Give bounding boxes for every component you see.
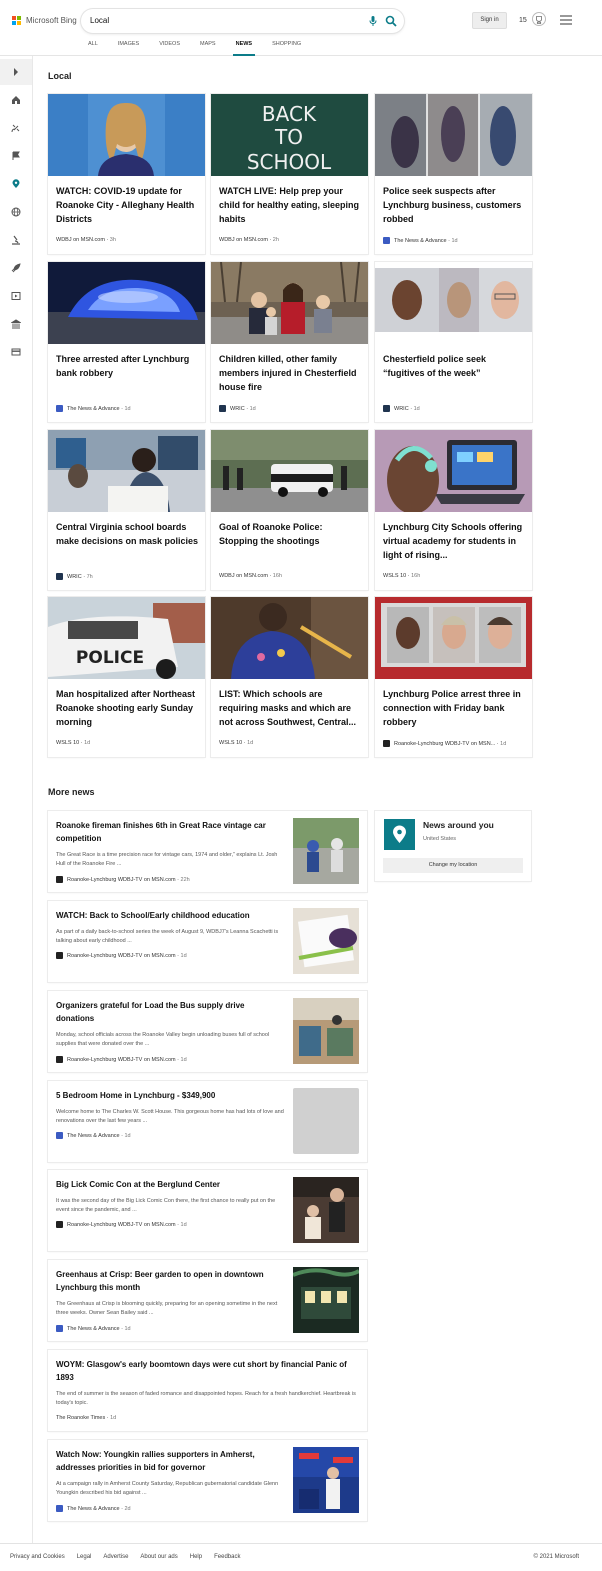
news-age: 1d — [247, 740, 254, 746]
more-news-title[interactable]: Greenhaus at Crisp: Beer garden to open in downtown Lynchburg this month — [56, 1270, 264, 1292]
news-card-meta: WSLS 10 · 16h — [383, 573, 421, 579]
location-pin-icon[interactable] — [11, 179, 21, 189]
header — [0, 0, 602, 56]
search-input[interactable]: Local — [90, 16, 110, 25]
news-provider: WSLS 10 — [219, 740, 243, 746]
news-provider: WDBJ on MSN.com — [219, 237, 268, 243]
footer-link-about-ads[interactable]: About our ads — [140, 1554, 178, 1560]
more-news-thumbnail — [293, 1177, 359, 1243]
more-news-snippet: The end of summer is the season of faded romance and disappointed hopes. Reach for a fresh handkerchief. Heartbreak is today's topic. — [56, 1391, 356, 1406]
globe-icon[interactable] — [11, 207, 21, 217]
news-card[interactable] — [211, 597, 368, 757]
news-provider: The News & Advance — [67, 405, 120, 412]
news-age: 7h — [86, 573, 93, 580]
more-news-title[interactable]: WOYM: Glasgow's early boomtown days were cut short by financial Panic of 1893 — [56, 1360, 347, 1382]
news-image — [211, 262, 368, 344]
tab-maps[interactable]: MAPS — [200, 41, 216, 47]
more-news-thumbnail — [293, 1267, 359, 1333]
tab-shopping[interactable]: SHOPPING — [272, 41, 302, 47]
more-news-section-title: More news — [48, 787, 95, 797]
news-provider: Roanoke-Lynchburg WDBJ-TV on MSN.com — [67, 1221, 176, 1228]
brand-name: Microsoft Bing — [26, 16, 77, 25]
news-provider: Roanoke-Lynchburg WDBJ-TV on MSN.com — [67, 1056, 176, 1063]
news-card-title[interactable]: WATCH: COVID-19 update for Roanoke City - Alleghany Health Districts — [56, 186, 195, 224]
rewards-points[interactable]: 15 — [519, 17, 527, 24]
news-age: 1d — [180, 952, 187, 959]
news-age: 1d — [124, 1132, 131, 1139]
provider-logo-icon — [56, 1221, 63, 1228]
news-card-meta: WDBJ on MSN.com · 16h — [219, 573, 282, 579]
provider-logo-icon — [56, 1325, 63, 1332]
provider-logo-icon — [56, 405, 63, 412]
news-provider: The News & Advance — [67, 1325, 120, 1332]
more-news-thumbnail — [293, 998, 359, 1064]
provider-logo-icon — [56, 1505, 63, 1512]
microphone-icon[interactable] — [367, 15, 379, 27]
footer — [0, 1543, 602, 1571]
news-card-title[interactable]: WATCH LIVE: Help prep your child for healthy eating, sleeping habits — [219, 186, 360, 224]
news-card[interactable] — [375, 262, 532, 422]
more-news-thumbnail-placeholder — [293, 1088, 359, 1154]
news-provider: The Roanoke Times — [56, 1415, 106, 1421]
news-card-meta: The News & Advance · 1d — [56, 405, 131, 412]
news-image — [48, 430, 205, 512]
news-age: 16h — [411, 573, 421, 579]
tab-news[interactable]: NEWS — [236, 41, 253, 56]
news-image — [211, 430, 368, 512]
news-card-title[interactable]: Chesterfield police seek “fugitives of the week” — [383, 354, 487, 378]
location-pin-badge — [384, 819, 415, 850]
provider-logo-icon — [56, 952, 63, 959]
news-around-you-card — [375, 811, 531, 881]
news-image — [48, 94, 205, 176]
news-provider: Roanoke-Lynchburg WDBJ-TV on MSN... — [394, 740, 496, 747]
news-card[interactable] — [211, 94, 368, 254]
hamburger-menu-icon[interactable] — [560, 15, 572, 25]
news-age: 1d — [124, 405, 131, 412]
flag-icon[interactable] — [11, 151, 21, 161]
more-news-thumbnail — [293, 1447, 359, 1513]
news-around-you-title: News around you — [423, 820, 494, 830]
news-card-title[interactable]: Central Virginia school boards make decisions on mask policies — [56, 522, 199, 546]
news-card[interactable] — [48, 430, 205, 590]
more-news-meta: Roanoke-Lynchburg WDBJ-TV on MSN.com · 22h — [56, 876, 190, 883]
search-icon[interactable] — [385, 15, 397, 27]
news-provider: The News & Advance — [67, 1505, 120, 1512]
more-news-snippet: The Greenhaus at Crisp is blooming quickly, preparing for an opening sometime in the next three weeks. Owner Sean Bailey said ... — [56, 1301, 278, 1316]
news-card[interactable] — [211, 430, 368, 590]
news-age: 1d — [124, 1325, 131, 1332]
bank-icon[interactable] — [11, 319, 21, 329]
local-section-title: Local — [48, 71, 72, 81]
provider-logo-icon — [56, 1132, 63, 1139]
news-card-meta: WSLS 10 · 1d — [219, 740, 254, 746]
more-news-item[interactable] — [48, 1081, 367, 1162]
news-age: 1d — [180, 1221, 187, 1228]
news-around-you-location: United States — [423, 836, 457, 842]
news-provider: The News & Advance — [67, 1132, 120, 1139]
news-age: 1d — [84, 740, 91, 746]
news-card-meta: WRIC · 7h — [56, 573, 93, 580]
chalk-text-to: TO — [275, 125, 303, 149]
more-news-snippet: It was the second day of the Big Lick Comic Con there, the first chance to really put on the event since the pandemic, and ... — [56, 1198, 276, 1213]
search-tabs — [88, 41, 321, 56]
police-car-text: POLICE — [75, 648, 145, 668]
news-provider: Roanoke-Lynchburg WDBJ-TV on MSN.com — [67, 876, 176, 883]
news-card-meta: WDBJ on MSN.com · 3h — [56, 237, 116, 243]
provider-logo-icon — [219, 405, 226, 412]
search-box[interactable] — [81, 9, 404, 33]
chalk-text-school: SCHOOL — [246, 150, 332, 174]
news-card-meta: WRIC · 1d — [383, 405, 420, 412]
footer-link-advertise[interactable]: Advertise — [103, 1554, 129, 1560]
more-news-title[interactable]: WATCH: Back to School/Early childhood education — [56, 911, 250, 920]
provider-logo-icon — [56, 876, 63, 883]
news-provider: WDBJ on MSN.com — [56, 237, 105, 243]
more-news-item[interactable] — [48, 901, 367, 982]
news-image — [375, 94, 532, 176]
chalk-text-back: BACK — [261, 102, 317, 126]
location-pin-icon — [384, 819, 415, 850]
news-age: 3h — [109, 237, 116, 243]
news-age: 1d — [413, 405, 420, 412]
provider-logo-icon — [383, 405, 390, 412]
more-news-meta: The News & Advance · 2d — [56, 1505, 131, 1512]
more-news-title[interactable]: Organizers grateful for Load the Bus supply drive donations — [56, 1001, 245, 1023]
news-card-title[interactable]: LIST: Which schools are requiring masks and which are not across Southwest, Central... — [219, 689, 357, 727]
news-image — [211, 94, 368, 176]
news-age: 1d — [180, 1056, 187, 1063]
news-provider: WSLS 10 — [56, 740, 80, 746]
more-news-meta: Roanoke-Lynchburg WDBJ-TV on MSN.com · 1d — [56, 1221, 187, 1228]
more-news-title[interactable]: 5 Bedroom Home in Lynchburg - $349,900 — [56, 1091, 216, 1100]
satellite-icon[interactable] — [11, 123, 21, 133]
news-age: 22h — [180, 876, 190, 883]
news-provider: WRIC — [230, 405, 245, 412]
more-news-meta: Roanoke-Lynchburg WDBJ-TV on MSN.com · 1d — [56, 1056, 187, 1063]
more-news-item[interactable] — [48, 811, 367, 892]
news-image — [48, 262, 205, 344]
sign-in-button[interactable]: Sign in — [472, 12, 507, 29]
news-card[interactable] — [375, 430, 532, 590]
news-card-title[interactable]: Police seek suspects after Lynchburg business, customers robbed — [383, 186, 522, 224]
news-age: 1d — [500, 740, 507, 747]
more-news-snippet: As part of a daily back-to-school series the week of August 9, WDBJ7’s Leanna Scachetti is talking about early childhood ... — [56, 929, 279, 944]
home-icon[interactable] — [11, 95, 21, 105]
more-news-snippet: Monday, school officials across the Roanoke Valley begin unloading buses full of school supplies that were donated over the ... — [56, 1032, 270, 1047]
news-image — [211, 597, 368, 679]
footer-link-feedback[interactable]: Feedback — [214, 1554, 241, 1560]
video-icon[interactable] — [11, 291, 21, 301]
provider-logo-icon — [56, 1056, 63, 1063]
news-age: 1d — [249, 405, 256, 412]
news-card[interactable] — [48, 262, 205, 422]
news-age: 16h — [272, 573, 282, 579]
more-news-title[interactable]: Roanoke fireman finishes 6th in Great Race vintage car competition — [56, 821, 266, 843]
news-card[interactable] — [375, 597, 532, 757]
more-news-snippet: Welcome home to The Charles W. Scott House. This gorgeous home has had lots of love and renovations over the last few years ... — [56, 1109, 284, 1124]
sidebar — [0, 56, 33, 1543]
news-card-title[interactable]: Man hospitalized after Northeast Roanoke shooting early Sunday morning — [56, 689, 196, 727]
card-icon[interactable] — [11, 347, 21, 357]
news-card[interactable] — [48, 597, 205, 757]
provider-logo-icon — [56, 573, 63, 580]
news-card-meta: WSLS 10 · 1d — [56, 740, 91, 746]
footer-link-privacy[interactable]: Privacy and Cookies — [10, 1554, 65, 1560]
news-provider: WRIC — [394, 405, 409, 412]
microsoft-logo-icon — [12, 16, 21, 25]
footer-link-help[interactable]: Help — [189, 1554, 203, 1560]
copyright: © 2021 Microsoft — [533, 1554, 579, 1560]
news-image — [375, 262, 532, 344]
news-card-title[interactable]: Children killed, other family members injured in Chesterfield house fire — [219, 354, 357, 392]
news-provider: WSLS 10 — [383, 573, 407, 579]
more-news-thumbnail — [293, 818, 359, 884]
news-card[interactable] — [48, 94, 205, 254]
microscope-icon[interactable] — [11, 235, 21, 245]
rewards-trophy-icon[interactable] — [532, 12, 546, 26]
more-news-title[interactable]: Watch Now: Youngkin rallies supporters in Amherst, addresses priorities in bid for governor — [56, 1450, 255, 1472]
news-card-meta: Roanoke-Lynchburg WDBJ-TV on MSN... · 1d — [383, 740, 506, 747]
news-image — [375, 597, 532, 679]
news-provider: WRIC — [67, 573, 82, 580]
more-news-item[interactable] — [48, 1260, 367, 1341]
more-news-item[interactable] — [48, 991, 367, 1072]
news-card-meta: WRIC · 1d — [219, 405, 256, 412]
more-news-snippet: The Great Race is a time precision race for vintage cars, 1974 and older,” explains Lt. Josh Hull of the Roanoke Fire ... — [56, 852, 278, 867]
bing-logo[interactable] — [12, 16, 77, 25]
news-provider: WDBJ on MSN.com — [219, 573, 268, 579]
tab-videos[interactable]: VIDEOS — [159, 41, 180, 47]
news-age: 1d — [110, 1415, 117, 1421]
provider-logo-icon — [383, 237, 390, 244]
expand-icon[interactable] — [11, 67, 21, 77]
news-card-title[interactable]: Goal of Roanoke Police: Stopping the shootings — [219, 522, 323, 546]
news-image — [375, 430, 532, 512]
more-news-snippet: At a campaign rally in Amherst County Saturday, Republican gubernatorial candidate Glenn Youngkin described his bid against ... — [56, 1481, 279, 1496]
news-card-meta: WDBJ on MSN.com · 2h — [219, 237, 279, 243]
more-news-meta: The News & Advance · 1d — [56, 1132, 131, 1139]
more-news-thumbnail — [293, 908, 359, 974]
more-news-meta: The Roanoke Times · 1d — [56, 1415, 117, 1421]
news-provider: Roanoke-Lynchburg WDBJ-TV on MSN.com — [67, 952, 176, 959]
provider-logo-icon — [383, 740, 390, 747]
tab-images[interactable]: IMAGES — [117, 41, 140, 47]
news-card[interactable] — [375, 94, 532, 254]
news-image — [48, 597, 205, 679]
change-location-button[interactable]: Change my location — [383, 858, 523, 873]
news-age: 2h — [272, 237, 279, 243]
more-news-meta: The News & Advance · 1d — [56, 1325, 131, 1332]
news-card-title[interactable]: Lynchburg City Schools offering virtual academy for students in light of rising... — [383, 522, 523, 560]
more-news-item[interactable] — [48, 1440, 367, 1521]
footer-links — [10, 1554, 252, 1560]
more-news-item[interactable] — [48, 1350, 367, 1431]
more-news-meta: Roanoke-Lynchburg WDBJ-TV on MSN.com · 1d — [56, 952, 187, 959]
news-provider: The News & Advance — [394, 237, 447, 244]
news-card[interactable] — [211, 262, 368, 422]
more-news-item[interactable] — [48, 1170, 367, 1251]
news-age: 2d — [124, 1505, 131, 1512]
news-card-meta: The News & Advance · 1d — [383, 237, 458, 244]
news-card-title[interactable]: Lynchburg Police arrest three in connection with Friday bank robbery — [383, 689, 521, 727]
news-age: 1d — [451, 237, 458, 244]
rocket-icon[interactable] — [11, 263, 21, 273]
tab-all[interactable]: ALL — [88, 41, 98, 47]
more-news-title[interactable]: Big Lick Comic Con at the Berglund Center — [56, 1180, 221, 1189]
footer-link-legal[interactable]: Legal — [76, 1554, 92, 1560]
news-card-title[interactable]: Three arrested after Lynchburg bank robbery — [56, 354, 190, 378]
